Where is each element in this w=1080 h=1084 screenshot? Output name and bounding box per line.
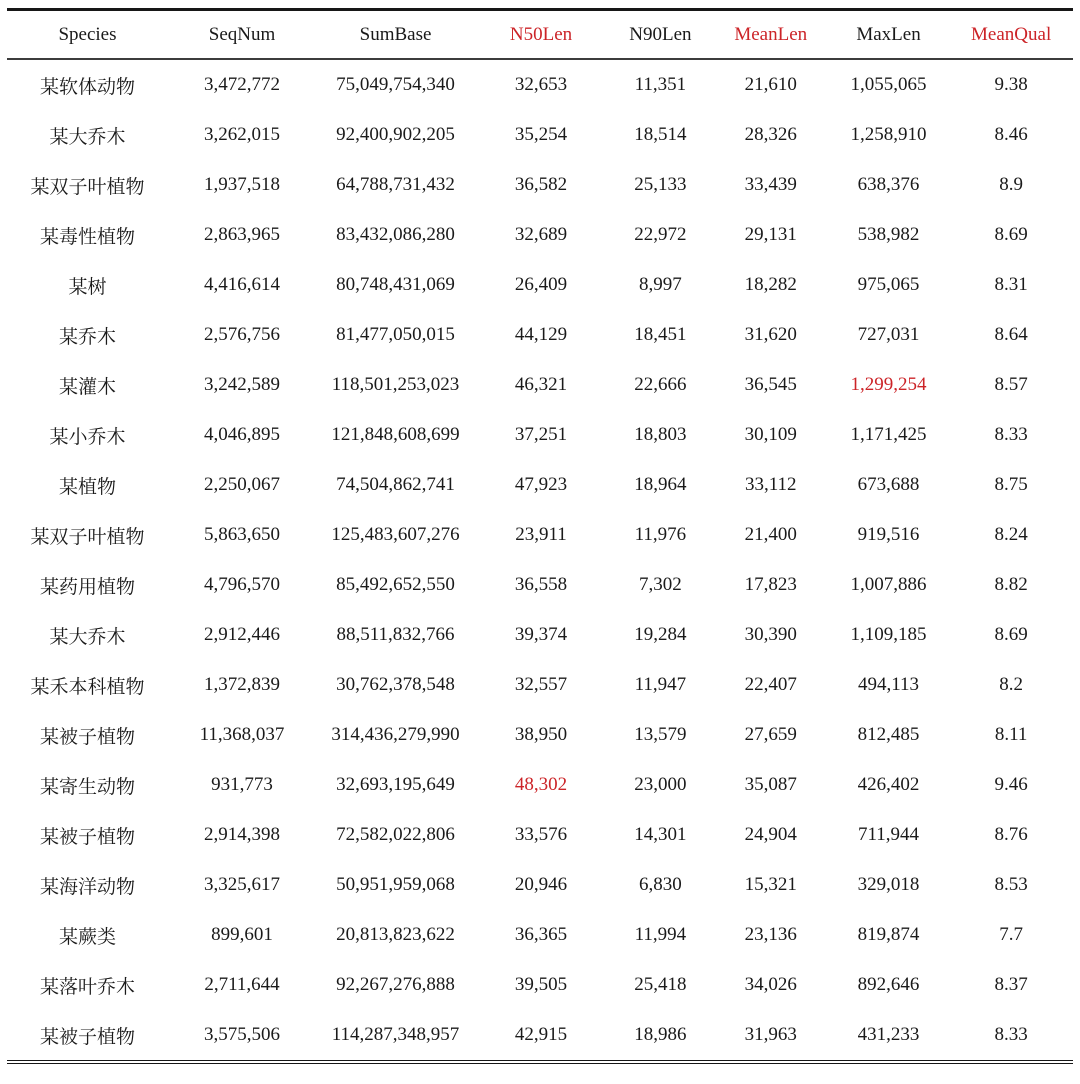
value-cell: 11,368,037 [199,724,285,745]
value-cell: 4,416,614 [204,274,281,295]
table-row [7,110,1073,160]
value-cell: 33,439 [744,174,797,195]
value-cell: 32,689 [514,224,568,245]
value-cell: 25,133 [634,174,687,195]
value-cell: 11,994 [634,924,687,945]
value-cell: 46,321 [514,374,568,395]
value-cell: 711,944 [858,824,920,845]
value-cell: 8.82 [994,574,1028,595]
species-cell: 某树 [68,276,107,298]
table-row [7,910,1073,960]
value-cell: 37,251 [514,424,568,445]
value-cell: 36,365 [514,924,568,945]
value-cell: 88,511,832,766 [336,624,455,645]
value-cell: 2,711,644 [204,974,280,995]
value-cell: 30,390 [744,624,797,645]
value-cell: 15,321 [744,874,797,895]
value-cell: 899,601 [211,924,273,945]
table-row [7,59,1073,110]
value-cell: 8.31 [994,274,1028,295]
value-cell: 13,579 [634,724,687,745]
value-cell: 8.69 [994,624,1028,645]
value-cell: 431,233 [857,1024,920,1045]
species-cell: 某蕨类 [58,926,116,948]
value-cell: 2,912,446 [204,624,281,645]
value-cell: 33,576 [514,824,568,845]
value-cell: 20,813,823,622 [336,924,455,945]
species-cell: 某寄生动物 [39,776,135,798]
column-header-maxlen: MaxLen [828,10,950,60]
value-cell: 1,299,254 [850,374,927,395]
value-cell: 8.64 [994,324,1028,345]
species-cell: 某毒性植物 [39,226,135,248]
value-cell: 81,477,050,015 [336,324,455,345]
table-row [7,160,1073,210]
table-row [7,760,1073,810]
value-cell: 25,418 [634,974,687,995]
column-header-meanlen: MeanLen [714,10,828,60]
column-header-species: Species [7,10,168,60]
value-cell: 1,937,518 [204,174,281,195]
value-cell: 7,302 [639,574,682,595]
value-cell: 819,874 [857,924,920,945]
value-cell: 3,242,589 [204,374,281,395]
value-cell: 2,250,067 [204,474,281,495]
value-cell: 125,483,607,276 [331,524,460,545]
value-cell: 50,951,959,068 [336,874,455,895]
species-cell: 某软体动物 [39,76,135,98]
value-cell: 3,262,015 [204,124,281,145]
value-cell: 11,947 [634,674,687,695]
value-cell: 23,911 [515,524,567,545]
value-cell: 114,287,348,957 [331,1024,460,1045]
value-cell: 24,904 [744,824,797,845]
table-row [7,960,1073,1010]
value-cell: 72,582,022,806 [336,824,455,845]
table-row [7,660,1073,710]
species-cell: 某植物 [58,476,116,498]
value-cell: 83,432,086,280 [336,224,455,245]
value-cell: 426,402 [857,774,920,795]
value-cell: 6,830 [639,874,682,895]
species-cell: 某被子植物 [39,726,135,748]
value-cell: 39,505 [514,974,568,995]
table-row [7,360,1073,410]
value-cell: 8.37 [994,974,1028,995]
value-cell: 22,972 [634,224,687,245]
value-cell: 30,109 [744,424,797,445]
column-header-meanqual: MeanQual [949,10,1073,60]
value-cell: 4,796,570 [204,574,281,595]
value-cell: 92,267,276,888 [336,974,455,995]
species-cell: 某双子叶植物 [30,176,145,198]
value-cell: 36,558 [514,574,568,595]
value-cell: 2,863,965 [204,224,281,245]
value-cell: 80,748,431,069 [336,274,455,295]
value-cell: 74,504,862,741 [336,474,455,495]
value-cell: 8.33 [994,1024,1028,1045]
value-cell: 30,762,378,548 [336,674,455,695]
value-cell: 3,575,506 [204,1024,281,1045]
species-cell: 某灌木 [58,376,116,398]
value-cell: 8.24 [994,524,1028,545]
table-row [7,510,1073,560]
value-cell: 2,914,398 [204,824,281,845]
value-cell: 5,863,650 [204,524,281,545]
value-cell: 8.2 [999,674,1024,695]
species-cell: 某禾本科植物 [30,676,145,698]
value-cell: 1,258,910 [850,124,927,145]
value-cell: 26,409 [514,274,568,295]
species-cell: 某落叶乔木 [39,976,135,998]
species-cell: 某双子叶植物 [30,526,145,548]
species-cell: 某大乔木 [49,626,126,648]
value-cell: 8.9 [999,174,1024,195]
value-cell: 118,501,253,023 [331,374,460,395]
value-cell: 8.11 [994,724,1028,745]
table-row [7,710,1073,760]
value-cell: 1,109,185 [850,624,927,645]
value-cell: 20,946 [514,874,568,895]
value-cell: 8.33 [994,424,1028,445]
value-cell: 35,087 [744,774,797,795]
value-cell: 39,374 [514,624,568,645]
species-cell: 某海洋动物 [39,876,135,898]
table-row [7,610,1073,660]
value-cell: 494,113 [858,674,920,695]
value-cell: 727,031 [857,324,920,345]
value-cell: 31,963 [744,1024,797,1045]
value-cell: 1,007,886 [850,574,927,595]
value-cell: 329,018 [857,874,920,895]
value-cell: 18,964 [634,474,687,495]
value-cell: 2,576,756 [204,324,281,345]
value-cell: 11,351 [634,74,687,95]
value-cell: 21,610 [744,74,797,95]
column-header-sumbase: SumBase [316,10,475,60]
table-row [7,460,1073,510]
value-cell: 9.38 [994,74,1028,95]
value-cell: 42,915 [514,1024,568,1045]
value-cell: 11,976 [634,524,687,545]
value-cell: 18,514 [634,124,687,145]
value-cell: 32,557 [514,674,568,695]
value-cell: 812,485 [857,724,920,745]
value-cell: 4,046,895 [204,424,281,445]
value-cell: 18,282 [744,274,797,295]
value-cell: 92,400,902,205 [336,124,455,145]
value-cell: 1,372,839 [204,674,281,695]
value-cell: 64,788,731,432 [336,174,455,195]
value-cell: 975,065 [857,274,920,295]
value-cell: 22,407 [744,674,797,695]
value-cell: 14,301 [634,824,687,845]
value-cell: 28,326 [744,124,797,145]
species-cell: 某乔木 [58,326,116,348]
value-cell: 8.69 [994,224,1028,245]
value-cell: 18,803 [634,424,687,445]
value-cell: 44,129 [514,324,568,345]
value-cell: 3,472,772 [204,74,281,95]
value-cell: 35,254 [514,124,568,145]
value-cell: 29,131 [744,224,797,245]
value-cell: 1,171,425 [850,424,927,445]
value-cell: 18,986 [634,1024,687,1045]
value-cell: 48,302 [514,774,568,795]
species-stats-table [7,8,1073,1064]
value-cell: 9.46 [994,774,1028,795]
table-row [7,410,1073,460]
value-cell: 32,693,195,649 [336,774,455,795]
value-cell: 314,436,279,990 [331,724,460,745]
value-cell: 892,646 [857,974,920,995]
table-body [7,59,1073,1062]
header-row [7,10,1073,60]
value-cell: 32,653 [514,74,568,95]
value-cell: 638,376 [857,174,920,195]
value-cell: 23,136 [744,924,797,945]
value-cell: 538,982 [857,224,920,245]
table-row [7,560,1073,610]
value-cell: 36,545 [744,374,797,395]
value-cell: 8.57 [994,374,1028,395]
value-cell: 931,773 [211,774,273,795]
column-header-n90len: N90Len [607,10,714,60]
value-cell: 7.7 [999,924,1024,945]
table-row [7,310,1073,360]
value-cell: 19,284 [634,624,687,645]
value-cell: 33,112 [744,474,797,495]
table-row [7,860,1073,910]
value-cell: 47,923 [514,474,568,495]
species-cell: 某小乔木 [49,426,126,448]
value-cell: 23,000 [634,774,687,795]
value-cell: 17,823 [744,574,797,595]
value-cell: 75,049,754,340 [336,74,455,95]
table-header [7,10,1073,60]
value-cell: 18,451 [634,324,687,345]
value-cell: 121,848,608,699 [331,424,460,445]
value-cell: 8.76 [994,824,1028,845]
value-cell: 3,325,617 [204,874,281,895]
value-cell: 27,659 [744,724,797,745]
table-row [7,210,1073,260]
table-row [7,810,1073,860]
value-cell: 85,492,652,550 [336,574,455,595]
value-cell: 8.53 [994,874,1028,895]
value-cell: 8.75 [994,474,1028,495]
value-cell: 31,620 [744,324,797,345]
species-cell: 某药用植物 [39,576,135,598]
value-cell: 21,400 [744,524,797,545]
value-cell: 673,688 [857,474,920,495]
value-cell: 38,950 [514,724,568,745]
column-header-seqnum: SeqNum [168,10,316,60]
table-row [7,260,1073,310]
species-cell: 某被子植物 [39,1026,135,1048]
value-cell: 34,026 [744,974,797,995]
value-cell: 1,055,065 [850,74,927,95]
value-cell: 8.46 [994,124,1028,145]
value-cell: 919,516 [857,524,920,545]
value-cell: 22,666 [634,374,687,395]
value-cell: 8,997 [639,274,682,295]
table-row [7,1010,1073,1062]
value-cell: 36,582 [514,174,568,195]
column-header-n50len: N50Len [475,10,607,60]
species-cell: 某大乔木 [49,126,126,148]
species-cell: 某被子植物 [39,826,135,848]
